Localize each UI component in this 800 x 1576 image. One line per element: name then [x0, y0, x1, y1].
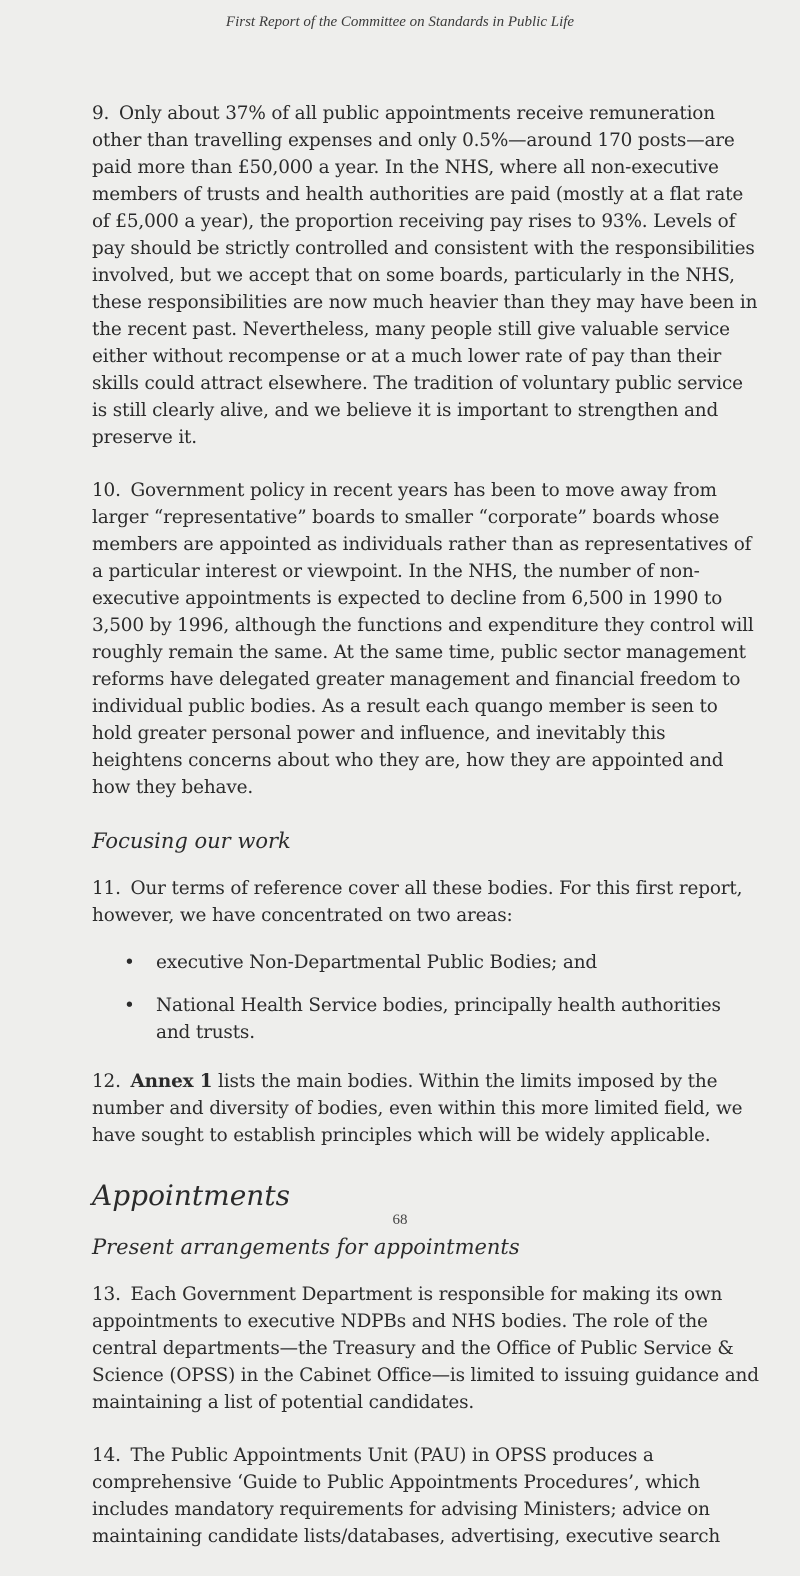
paragraph-14	[92, 1442, 760, 1550]
paragraph-10	[92, 477, 760, 801]
body-text	[92, 100, 760, 1576]
section-heading-appointments: Appointments	[92, 1179, 290, 1212]
list-item-text: National Health Service bodies, principally health authorities and trusts.	[156, 995, 721, 1043]
paragraph-text: Only about 37% of all public appointments receive remuneration other than travelling expenses and only 0.5%—around 170 posts—are paid more than £50,000 a year. In the NHS, where all non-executive members of trusts and health authorities are paid (mostly at a flat rate of £5,000 a year), the proportion receiving pay rises to 93%. Levels of pay should be strictly controlled and consistent with the responsibilities involved, but we accept that on some boards, particularly in the NHS, these responsibilities are now much heavier than they may have been in the recent past. Nevertheless, many people still give valuable service either without recompense or at a much lower rate of pay than their skills could attract elsewhere. The tradition of voluntary public service is still clearly alive, and we believe it is important to strengthen and preserve it.	[92, 103, 758, 448]
paragraph-9	[92, 100, 760, 451]
bullet-marker: •	[124, 995, 135, 1016]
annex-reference: Annex 1	[130, 1071, 213, 1092]
paragraph-number: 11.	[92, 878, 121, 899]
page-number: 68	[392, 1212, 408, 1228]
bullet-marker: •	[124, 952, 135, 973]
bullet-list	[92, 949, 760, 1046]
paragraph-text: Each Government Department is responsible for making its own appointments to executive NDPBs and NHS bodies. The role of the central departments—the Treasury and the Office of Public Service & Science (OPSS) in the Cabinet Office—is limited to issuing guidance and maintaining a list of potential candidates.	[92, 1284, 759, 1413]
paragraph-text: The Public Appointments Unit (PAU) in OPSS produces a comprehensive ‘Guide to Public Appointments Procedures’, which includes mandatory requirements for advising Ministers; advice on maintaining candidate lists/databases, advertising, executive search	[92, 1445, 721, 1547]
paragraph-text: lists the main bodies. Within the limits imposed by the number and diversity of bodies, even within this more limited field, we have sought to establish principles which will be widely applicable.	[92, 1071, 743, 1146]
paragraph-number: 9.	[92, 103, 110, 124]
paragraph-text: Government policy in recent years has been to move away from larger “representative” boards to smaller “corporate” boards whose members are appointed as individuals rather than as representatives of a particular interest or viewpoint. In the NHS, the number of non-executive appointments is expected to decline from 6,500 in 1990 to 3,500 by 1996, although the functions and expenditure they control will roughly remain the same. At the same time, public sector management reforms have delegated greater management and financial freedom to individual public bodies. As a result each quango member is seen to hold greater personal power and influence, and inevitably this heightens concerns about who they are, how they are appointed and how they behave.	[92, 480, 754, 798]
list-item	[124, 992, 760, 1046]
paragraph-12	[92, 1068, 760, 1149]
paragraph-number: 12.	[92, 1071, 121, 1092]
paragraph-13	[92, 1281, 760, 1416]
list-item	[124, 949, 760, 976]
subheading-present-arrangements: Present arrangements for appointments	[92, 1235, 520, 1259]
paragraph-number: 14.	[92, 1445, 121, 1466]
paragraph-number: 13.	[92, 1284, 121, 1305]
running-header: First Report of the Committee on Standards in Public Life	[225, 14, 575, 30]
list-item-text: executive Non-Departmental Public Bodies; and	[156, 952, 598, 973]
subheading-focusing-our-work: Focusing our work	[92, 829, 291, 853]
paragraph-number: 10.	[92, 480, 121, 501]
paragraph-11	[92, 875, 760, 929]
paragraph-text: Our terms of reference cover all these bodies. For this first report, however, we have concentrated on two areas:	[92, 878, 743, 926]
